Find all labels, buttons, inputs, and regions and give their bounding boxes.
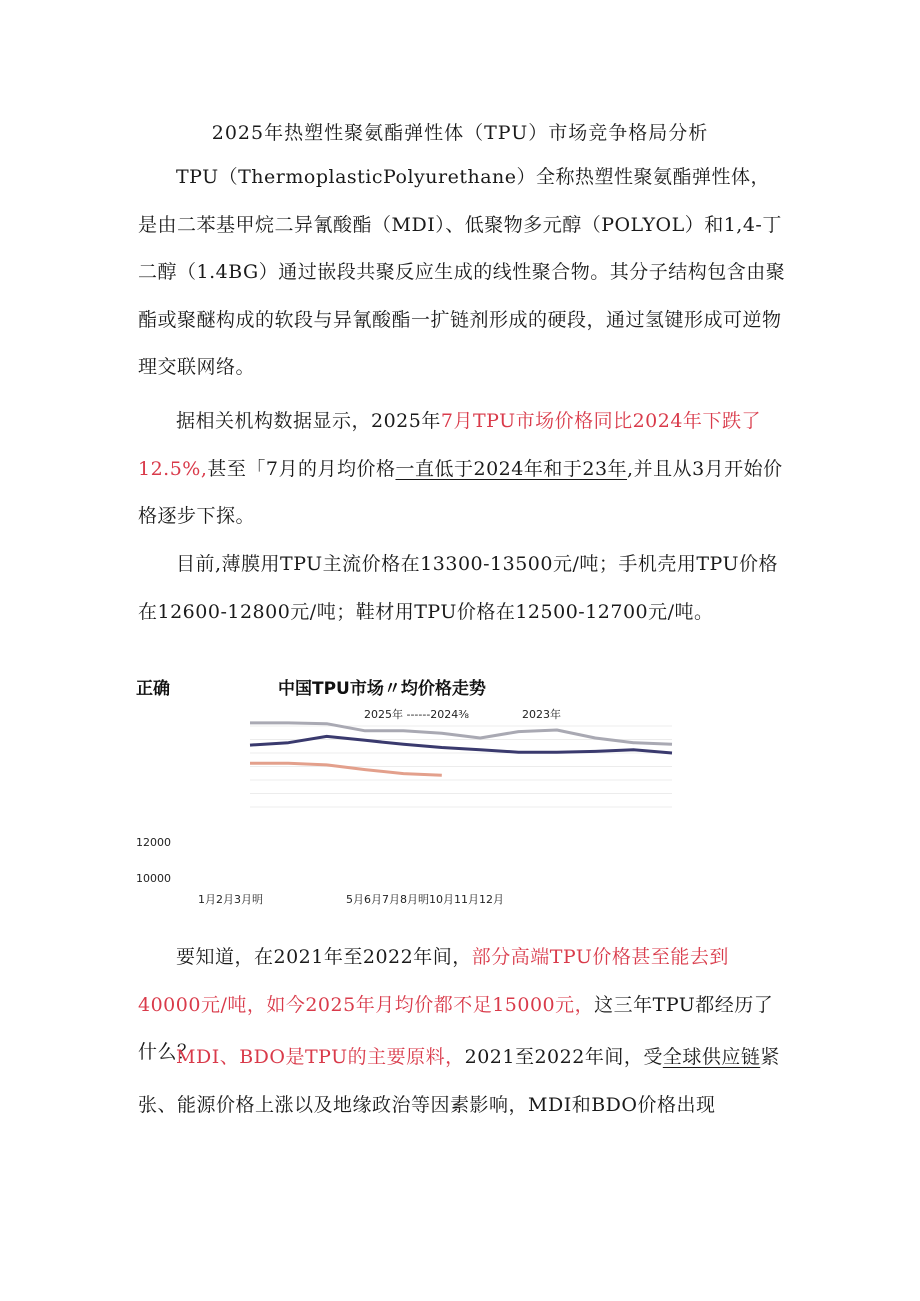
history-intro-text: 要知道，在2021年至2022年间， xyxy=(176,946,472,968)
raw-materials-text: 2021至2022年间，受 xyxy=(464,1046,663,1068)
price-note-text: 甚至「7月的月均价格 xyxy=(207,457,396,480)
chart-svg xyxy=(0,660,920,920)
price-intro-text: 据相关机构数据显示，2025年 xyxy=(176,410,441,432)
series-line-2025年 xyxy=(250,763,442,775)
y-tick-label-12000: 12000 xyxy=(136,836,171,849)
history-question-text: 这三年TPU都经历了什么？ xyxy=(138,993,774,1063)
x-tick-labels-group-1: 1月2月3月明 xyxy=(198,893,263,906)
document-title: 2025年热塑性聚氨酯弹性体（TPU）市场竞争格局分析 xyxy=(211,122,709,144)
chart-legend-2025-2024: 2025年 ------2024⅜ xyxy=(364,708,469,721)
underlined-comparison: 一直低于2024年和于23年 xyxy=(395,457,628,480)
paragraph-current-prices: 目前,薄膜用TPU主流价格在13300-13500元/吨；手机壳用TPU价格在12600-12800元/吨；鞋材用TPU价格在12500-12700元/吨。 xyxy=(138,553,779,623)
history-price-highlight: 部分高端TPU价格甚至能去到40000元/吨，如今2025年月均价都不足15000元， xyxy=(138,946,729,1016)
chart-title: 中国TPU市场〃均价格走势 xyxy=(278,679,486,699)
raw-materials-rest: 紧张、能源价格上涨以及地缘政治等因素影响，MDI和BDO价格出现 xyxy=(138,1046,780,1116)
y-tick-label-10000: 10000 xyxy=(136,872,171,885)
chart-corner-label: 正确 xyxy=(136,679,170,699)
price-trend-text: ,并且从3月开始价格逐步下探。 xyxy=(138,457,783,527)
price-trend-chart xyxy=(0,660,920,920)
x-tick-labels-group-2: 5月6月7月8月明10月11月12月 xyxy=(346,893,504,906)
paragraph-price-data xyxy=(138,398,788,541)
paragraph-raw-materials xyxy=(138,1034,788,1129)
raw-materials-highlight: MDI、BDO是TPU的主要原料， xyxy=(176,1046,465,1068)
chart-series-group xyxy=(250,723,672,775)
paragraph-tpu-definition: TPU（ThermoplasticPolyurethane）全称热塑性聚氨酯弹性体，是由二苯基甲烷二异氰酸酯（MDI）、低聚物多元醇（POLYOL）和1,4-丁二醇（1.4BG）通过嵌段共聚反应生成的线性聚合物。其分子结构包含由聚酯或聚醚构成的软段与异氰酸酯一扩链剂形成的硬段，通过氢键形成可逆物理交联网络。 xyxy=(138,166,786,378)
price-drop-highlight: 7月TPU市场价格同比2024年下跌了12.5%, xyxy=(138,410,761,480)
underlined-supply-chain: 全球供应链 xyxy=(662,1046,761,1068)
chart-legend-2023: 2023年 xyxy=(522,708,561,721)
